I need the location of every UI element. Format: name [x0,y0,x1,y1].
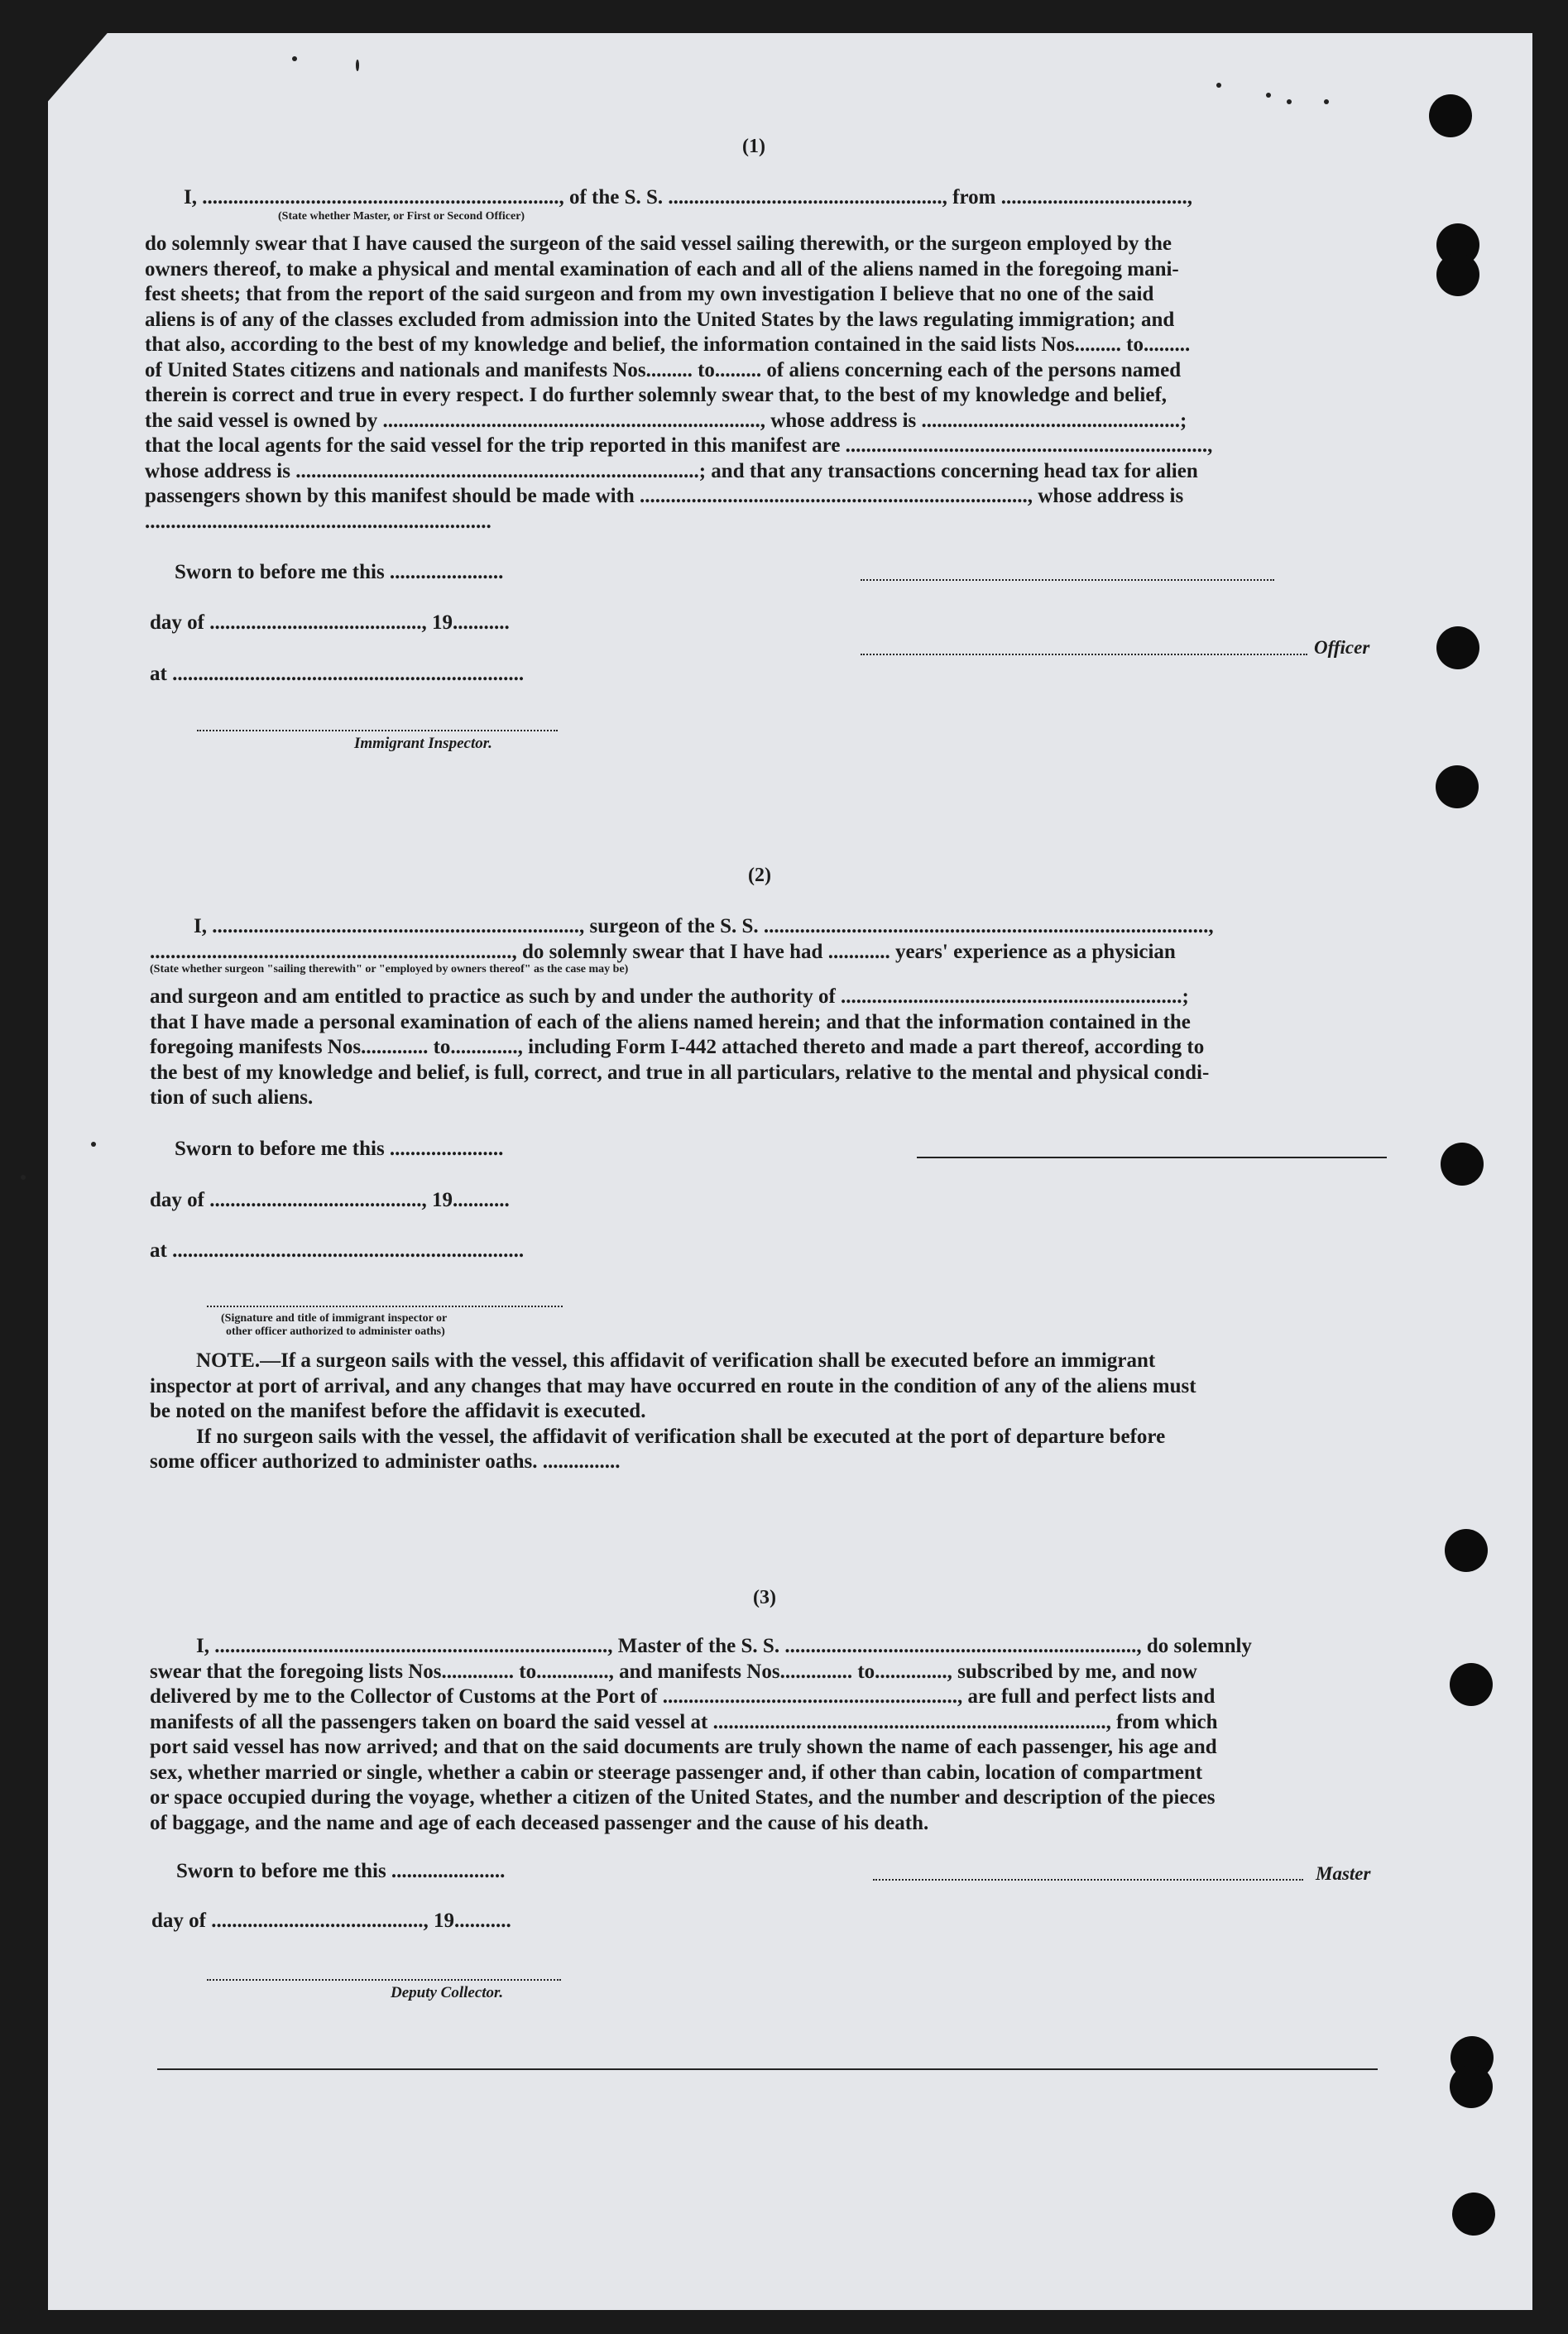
punch-hole [1445,1529,1488,1572]
speck [1287,99,1292,104]
section1-caption: (State whether Master, or First or Second Officer) [278,210,525,223]
master-label: Master [1316,1863,1371,1884]
section1-at: at .................................................................... [150,663,525,685]
punch-hole [1450,1663,1493,1706]
section3-body-line: of baggage, and the name and age of each deceased passenger and the cause of his death. [150,1811,929,1834]
note-line: inspector at port of arrival, and any changes that may have occurred en route in the condition of any of the aliens must [150,1374,1196,1397]
section2-body-line: and surgeon and am entitled to practice as such by and under the authority of ..................................................................; [150,985,1189,1008]
section2-body-line: that I have made a personal examination of each of the aliens named herein; and that the information contained in the [150,1010,1191,1033]
master-signature-line [873,1879,1303,1881]
section1-day: day of ........................................., 19........... [150,611,510,634]
immigrant-inspector-label: Immigrant Inspector. [354,735,492,752]
witness-signature-line [207,1306,563,1307]
section2-number: (2) [748,865,771,886]
section1-body-line: whose address is ..............................................................................; and that any transactions concerning head tax for alien [145,459,1198,482]
section1-body [145,232,1386,534]
speck [91,1142,96,1147]
caption-line: other officer authorized to administer oaths) [226,1325,445,1338]
punch-hole [1441,1143,1484,1186]
section2-note [150,1349,1388,1475]
speck [21,1175,26,1180]
section3-body [150,1634,1388,1836]
section1-body-line: aliens is of any of the classes excluded from admission into the United States by the laws regulating immigration; and [145,308,1175,331]
section1-body-line: that also, according to the best of my knowledge and belief, the information contained in the said lists Nos......... to......... [145,333,1191,356]
punch-hole [1436,626,1479,669]
speck [356,60,359,71]
section1-body-line: the said vessel is owned by ........................................................................., whose address is ..................................................; [145,409,1187,432]
section1-sworn: Sworn to before me this ...................... [175,561,504,583]
note-line: NOTE.—If a surgeon sails with the vessel, this affidavit of verification shall be executed before an immigrant [196,1349,1156,1372]
section3-body-line: delivered by me to the Collector of Customs at the Port of ........................................................., are full and perfect lists and [150,1685,1216,1708]
punch-hole [1429,94,1472,137]
surgeon-signature-line [917,1157,1387,1158]
punch-hole [1436,765,1479,808]
section2-at: at .................................................................... [150,1239,525,1262]
section1-body-line: ................................................................... [145,510,491,533]
section2-body-line: foregoing manifests Nos............. to............., including Form I-442 attached thereto and made a part thereof, according to [150,1036,1205,1058]
note-line: If no surgeon sails with the vessel, the affidavit of verification shall be executed at the port of departure before [196,1425,1166,1448]
section1-body-line: fest sheets; that from the report of the said surgeon and from my own investigation I believe that no one of the said [145,283,1154,305]
section1-number: (1) [742,136,765,157]
note-line: be noted on the manifest before the affidavit is executed. [150,1400,646,1422]
section2-line2: ......................................................................, do solemnly swear that I have had ............ years' experience as a physician [150,941,1176,963]
speck [292,56,297,61]
section3-day: day of ........................................., 19........... [151,1910,511,1932]
deputy-signature-line [207,1979,561,1981]
speck [1324,99,1329,104]
punch-hole [1450,2065,1493,2108]
section3-sworn: Sworn to before me this ...................... [176,1860,506,1882]
punch-hole [1452,2193,1495,2236]
deputy-collector-label: Deputy Collector. [391,1984,504,2001]
section2-day: day of ........................................., 19........... [150,1189,510,1211]
section1-body-line: passengers shown by this manifest should be made with ..........................................................................., whose address is [145,485,1184,507]
section1-line1: I, ....................................................................., of the S. S. ....................................................., from ...................................., [184,186,1192,208]
speck [1266,93,1271,98]
caption-line: (Signature and title of immigrant inspector or [221,1312,448,1325]
punch-hole [1436,253,1479,296]
section1-body-line: do solemnly swear that I have caused the surgeon of the said vessel sailing therewith, or the surgeon employed by the [145,232,1172,255]
section2-line1: I, ......................................................................., surgeon of the S. S. ......................................................................................, [194,915,1214,937]
note-line: some officer authorized to administer oaths. ............... [150,1450,621,1473]
section3-body-line: I, ............................................................................, Master of the S. S. ...................................................................., do solemnly [196,1635,1252,1657]
officer-label: Officer [1314,637,1370,658]
section2-sworn: Sworn to before me this ...................... [175,1138,504,1160]
section1-body-line: therein is correct and true in every respect. I do further solemnly swear that, to the best of my knowledge and belief, [145,384,1168,406]
section3-body-line: sex, whether married or single, whether a cabin or steerage passenger and, if other than cabin, location of compartment [150,1761,1203,1784]
section3-body-line: manifests of all the passengers taken on board the said vessel at ............................................................................, from which [150,1710,1218,1733]
section3-body-line: or space occupied during the voyage, whether a citizen of the United States, and the number and description of the pieces [150,1786,1216,1809]
section2-body-line: the best of my knowledge and belief, is full, correct, and true in all particulars, relative to the mental and physical condi- [150,1061,1210,1084]
section2-body [150,985,1387,1111]
section1-body-line: owners thereof, to make a physical and mental examination of each and all of the aliens named in the foregoing mani- [145,257,1179,280]
section3-body-line: port said vessel has now arrived; and that on the said documents are truly shown the name of each passenger, his age and [150,1736,1217,1758]
section1-body-line: of United States citizens and nationals and manifests Nos......... to......... of aliens concerning each of the persons named [145,358,1182,381]
officer-signature-line-2 [861,654,1307,655]
section2-body-line: tion of such aliens. [150,1086,314,1109]
section2-signature-caption [221,1312,447,1339]
speck [1216,83,1221,88]
bottom-rule [157,2068,1378,2070]
section3-number: (3) [753,1587,776,1608]
section1-body-line: that the local agents for the said vessel for the trip reported in this manifest are ......................................................................, [145,434,1213,457]
section2-caption: (State whether surgeon "sailing therewith" or "employed by owners thereof" as the case may be) [150,963,629,975]
inspector-signature-line [197,730,558,731]
officer-signature-line-1 [861,579,1274,581]
section3-body-line: swear that the foregoing lists Nos.............. to.............., and manifests Nos.............. to.............., subscribed by me, and now [150,1660,1197,1683]
